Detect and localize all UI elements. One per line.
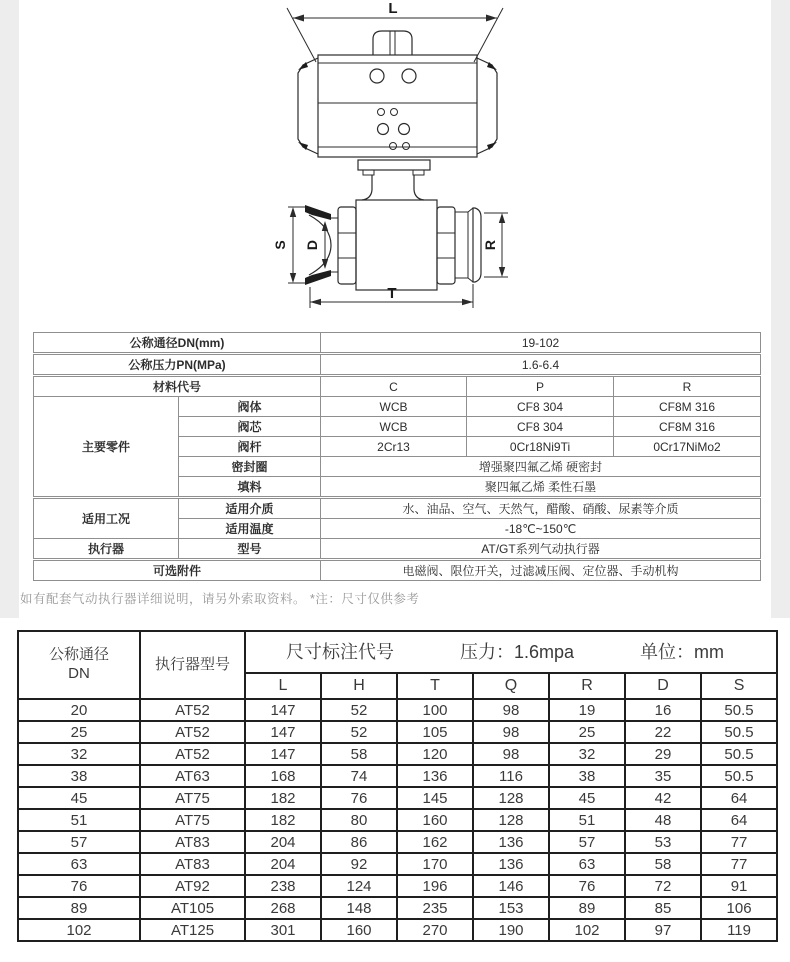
spec-row-actuator bbox=[34, 539, 761, 560]
cell-l: 168 bbox=[245, 765, 321, 787]
cell-l: 182 bbox=[245, 809, 321, 831]
cell-s: 64 bbox=[701, 809, 777, 831]
spec-row-body bbox=[34, 397, 761, 417]
cell-l: 182 bbox=[245, 787, 321, 809]
cell-dn: 20 bbox=[18, 699, 140, 721]
spec-value: CF8 304 bbox=[467, 417, 614, 437]
dimension-r bbox=[482, 213, 508, 277]
cell-h: 74 bbox=[321, 765, 397, 787]
valve-body-drawing bbox=[305, 200, 481, 290]
cell-r: 51 bbox=[549, 809, 625, 831]
cell-h: 86 bbox=[321, 831, 397, 853]
cell-s: 50.5 bbox=[701, 699, 777, 721]
cell-h: 124 bbox=[321, 875, 397, 897]
cell-t: 235 bbox=[397, 897, 473, 919]
cell-r: 76 bbox=[549, 875, 625, 897]
spec-label: 可选附件 bbox=[34, 560, 321, 581]
table-row bbox=[18, 897, 777, 919]
cell-l: 147 bbox=[245, 699, 321, 721]
spec-row-accessories bbox=[34, 560, 761, 581]
cell-t: 105 bbox=[397, 721, 473, 743]
spec-group-label: 执行器 bbox=[34, 539, 179, 560]
spec-label: 阀芯 bbox=[179, 417, 321, 437]
table-row bbox=[18, 853, 777, 875]
cell-actuator-model: AT125 bbox=[140, 919, 245, 941]
cell-actuator-model: AT52 bbox=[140, 699, 245, 721]
spec-value: 0Cr18Ni9Ti bbox=[467, 437, 614, 457]
cell-actuator-model: AT75 bbox=[140, 809, 245, 831]
dimension-t bbox=[310, 284, 473, 308]
dimension-d bbox=[304, 221, 328, 269]
spec-group-label: 适用工况 bbox=[34, 498, 179, 539]
spec-value: CF8 304 bbox=[467, 397, 614, 417]
cell-q: 128 bbox=[473, 787, 549, 809]
dim-title-code: 尺寸标注代号 bbox=[286, 641, 394, 662]
cell-s: 77 bbox=[701, 831, 777, 853]
cell-s: 50.5 bbox=[701, 743, 777, 765]
cell-d: 97 bbox=[625, 919, 701, 941]
cell-actuator-model: AT63 bbox=[140, 765, 245, 787]
cell-t: 120 bbox=[397, 743, 473, 765]
cell-l: 238 bbox=[245, 875, 321, 897]
spec-value: 2Cr13 bbox=[321, 437, 467, 457]
cell-r: 25 bbox=[549, 721, 625, 743]
cell-t: 136 bbox=[397, 765, 473, 787]
footnote: 如有配套气动执行器详细说明，请另外索取资料。 *注：尺寸仅供参考 bbox=[20, 592, 420, 606]
spec-row-pn bbox=[34, 354, 761, 376]
table-row bbox=[18, 699, 777, 721]
cell-d: 48 bbox=[625, 809, 701, 831]
col-header-q: Q bbox=[473, 673, 549, 699]
cell-actuator-model: AT83 bbox=[140, 831, 245, 853]
cell-s: 50.5 bbox=[701, 765, 777, 787]
cell-dn: 25 bbox=[18, 721, 140, 743]
spec-label: 阀体 bbox=[179, 397, 321, 417]
table-row bbox=[18, 809, 777, 831]
actuator-drawing bbox=[298, 31, 497, 200]
spec-value: -18℃~150℃ bbox=[321, 519, 761, 539]
cell-l: 147 bbox=[245, 743, 321, 765]
cell-q: 128 bbox=[473, 809, 549, 831]
spec-value: AT/GT系列气动执行器 bbox=[321, 539, 761, 560]
cell-s: 119 bbox=[701, 919, 777, 941]
spec-value: P bbox=[467, 376, 614, 397]
dim-label-t: T bbox=[387, 285, 397, 302]
spec-value: 增强聚四氟乙烯 硬密封 bbox=[321, 457, 761, 477]
dim-label-s: S bbox=[272, 240, 288, 250]
cell-r: 38 bbox=[549, 765, 625, 787]
cell-dn: 51 bbox=[18, 809, 140, 831]
cell-h: 148 bbox=[321, 897, 397, 919]
spec-value: 水、油品、空气、天然气，醋酸、硝酸、尿素等介质 bbox=[321, 498, 761, 519]
cell-s: 77 bbox=[701, 853, 777, 875]
cell-r: 45 bbox=[549, 787, 625, 809]
cell-t: 162 bbox=[397, 831, 473, 853]
cell-d: 16 bbox=[625, 699, 701, 721]
table-row bbox=[18, 765, 777, 787]
col-header-r: R bbox=[549, 673, 625, 699]
spec-value: 19-102 bbox=[321, 333, 761, 354]
col-header-h: H bbox=[321, 673, 397, 699]
cell-dn: 32 bbox=[18, 743, 140, 765]
dim-header-dn bbox=[18, 631, 140, 699]
spec-row-material bbox=[34, 376, 761, 397]
spec-value: CF8M 316 bbox=[614, 397, 761, 417]
cell-s: 91 bbox=[701, 875, 777, 897]
cell-l: 204 bbox=[245, 853, 321, 875]
cell-dn: 89 bbox=[18, 897, 140, 919]
table-row bbox=[18, 721, 777, 743]
cell-q: 98 bbox=[473, 743, 549, 765]
cell-dn: 57 bbox=[18, 831, 140, 853]
dimension-table bbox=[17, 630, 778, 942]
dim-table-body bbox=[18, 699, 777, 941]
table-row bbox=[18, 919, 777, 941]
table-row bbox=[18, 875, 777, 897]
cell-dn: 38 bbox=[18, 765, 140, 787]
spec-label: 公称压力PN(MPa) bbox=[34, 354, 321, 376]
cell-q: 136 bbox=[473, 853, 549, 875]
spec-label: 密封圈 bbox=[179, 457, 321, 477]
table-row bbox=[18, 743, 777, 765]
cell-actuator-model: AT52 bbox=[140, 721, 245, 743]
cell-d: 42 bbox=[625, 787, 701, 809]
cell-dn: 45 bbox=[18, 787, 140, 809]
spec-value: CF8M 316 bbox=[614, 417, 761, 437]
valve-diagram bbox=[0, 0, 790, 330]
spec-row-dn bbox=[34, 333, 761, 354]
cell-s: 50.5 bbox=[701, 721, 777, 743]
cell-h: 160 bbox=[321, 919, 397, 941]
spec-label: 阀杆 bbox=[179, 437, 321, 457]
spec-value: 电磁阀、限位开关，过滤减压阀、定位器、手动机构 bbox=[321, 560, 761, 581]
cell-t: 160 bbox=[397, 809, 473, 831]
cell-d: 72 bbox=[625, 875, 701, 897]
cell-q: 190 bbox=[473, 919, 549, 941]
spec-value: 1.6-6.4 bbox=[321, 354, 761, 376]
table-row bbox=[18, 831, 777, 853]
cell-d: 53 bbox=[625, 831, 701, 853]
dim-table-title bbox=[245, 631, 777, 673]
cell-h: 92 bbox=[321, 853, 397, 875]
dim-title-pressure: 压力：1.6mpa bbox=[460, 641, 575, 662]
cell-r: 89 bbox=[549, 897, 625, 919]
cell-h: 58 bbox=[321, 743, 397, 765]
dim-header-actuator-model: 执行器型号 bbox=[140, 631, 245, 699]
cell-h: 52 bbox=[321, 699, 397, 721]
col-header-t: T bbox=[397, 673, 473, 699]
cell-h: 76 bbox=[321, 787, 397, 809]
cell-q: 136 bbox=[473, 831, 549, 853]
col-header-s: S bbox=[701, 673, 777, 699]
col-header-l: L bbox=[245, 673, 321, 699]
spec-row-media bbox=[34, 498, 761, 519]
spec-label: 材料代号 bbox=[34, 376, 321, 397]
dim-label-d: D bbox=[304, 239, 320, 251]
cell-d: 35 bbox=[625, 765, 701, 787]
dim-table-title-row bbox=[18, 631, 777, 673]
cell-actuator-model: AT92 bbox=[140, 875, 245, 897]
cell-l: 301 bbox=[245, 919, 321, 941]
spec-value: WCB bbox=[321, 397, 467, 417]
spec-label: 公称通径DN(mm) bbox=[34, 333, 321, 354]
cell-t: 100 bbox=[397, 699, 473, 721]
cell-l: 147 bbox=[245, 721, 321, 743]
spec-label: 型号 bbox=[179, 539, 321, 560]
dim-header-dn-line2: DN bbox=[68, 665, 90, 682]
cell-d: 22 bbox=[625, 721, 701, 743]
cell-h: 52 bbox=[321, 721, 397, 743]
cell-q: 146 bbox=[473, 875, 549, 897]
cell-dn: 63 bbox=[18, 853, 140, 875]
spec-value: C bbox=[321, 376, 467, 397]
cell-t: 270 bbox=[397, 919, 473, 941]
cell-dn: 76 bbox=[18, 875, 140, 897]
dim-label-l: L bbox=[388, 0, 398, 17]
cell-t: 196 bbox=[397, 875, 473, 897]
table-row bbox=[18, 787, 777, 809]
spec-value: 聚四氟乙烯 柔性石墨 bbox=[321, 477, 761, 498]
cell-l: 268 bbox=[245, 897, 321, 919]
cell-r: 19 bbox=[549, 699, 625, 721]
cell-r: 32 bbox=[549, 743, 625, 765]
cell-actuator-model: AT75 bbox=[140, 787, 245, 809]
cell-actuator-model: AT83 bbox=[140, 853, 245, 875]
dim-title-unit: 单位：mm bbox=[640, 641, 725, 662]
spec-table bbox=[33, 332, 761, 581]
cell-s: 64 bbox=[701, 787, 777, 809]
spec-value: R bbox=[614, 376, 761, 397]
cell-r: 63 bbox=[549, 853, 625, 875]
cell-t: 170 bbox=[397, 853, 473, 875]
cell-d: 29 bbox=[625, 743, 701, 765]
spec-value: WCB bbox=[321, 417, 467, 437]
dim-header-dn-line1: 公称通径 bbox=[48, 646, 109, 664]
cell-d: 85 bbox=[625, 897, 701, 919]
col-header-d: D bbox=[625, 673, 701, 699]
cell-s: 106 bbox=[701, 897, 777, 919]
cell-q: 116 bbox=[473, 765, 549, 787]
cell-q: 98 bbox=[473, 721, 549, 743]
spec-label: 适用温度 bbox=[179, 519, 321, 539]
cell-r: 102 bbox=[549, 919, 625, 941]
cell-q: 98 bbox=[473, 699, 549, 721]
spec-label: 填料 bbox=[179, 477, 321, 498]
cell-actuator-model: AT105 bbox=[140, 897, 245, 919]
cell-r: 57 bbox=[549, 831, 625, 853]
cell-t: 145 bbox=[397, 787, 473, 809]
cell-h: 80 bbox=[321, 809, 397, 831]
spec-value: 0Cr17NiMo2 bbox=[614, 437, 761, 457]
cell-d: 58 bbox=[625, 853, 701, 875]
cell-actuator-model: AT52 bbox=[140, 743, 245, 765]
dimension-s bbox=[272, 207, 305, 283]
cell-l: 204 bbox=[245, 831, 321, 853]
spec-label: 适用介质 bbox=[179, 498, 321, 519]
cell-q: 153 bbox=[473, 897, 549, 919]
cell-dn: 102 bbox=[18, 919, 140, 941]
dim-label-r: R bbox=[482, 239, 498, 251]
spec-group-label: 主要零件 bbox=[34, 397, 179, 498]
